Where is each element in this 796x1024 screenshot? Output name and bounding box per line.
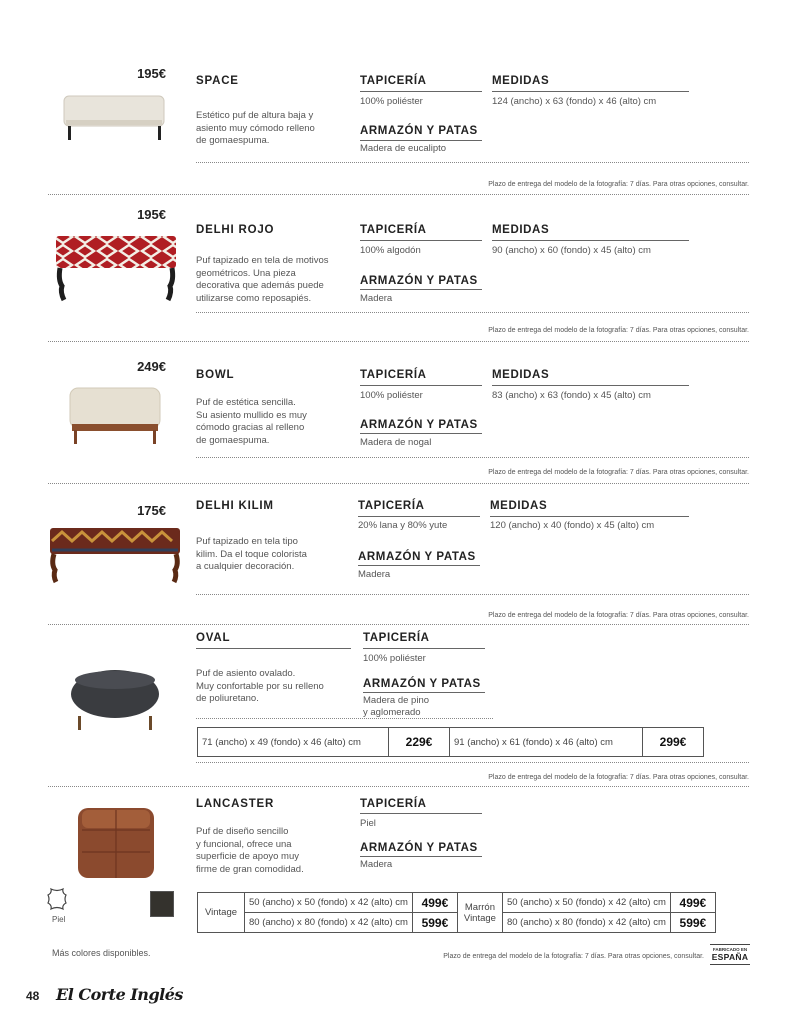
tapiceria-value: Piel: [360, 818, 376, 829]
medidas-value: 90 (ancho) x 60 (fondo) x 45 (alto) cm: [492, 245, 651, 256]
armazon-value: Madera de eucalipto: [360, 143, 447, 154]
color-swatch[interactable]: [150, 891, 174, 917]
armazon-label: ARMAZÓN Y PATAS: [360, 275, 478, 287]
product-image-bowl: [66, 384, 164, 448]
medidas-value: 124 (ancho) x 63 (fondo) x 46 (alto) cm: [492, 96, 657, 107]
medidas-value: 120 (ancho) x 40 (fondo) x 45 (alto) cm: [490, 520, 655, 531]
product-name-delhi-rojo: DELHI ROJO: [196, 224, 275, 236]
armazon-value: Madera: [360, 859, 393, 870]
armazon-label: ARMAZÓN Y PATAS: [363, 678, 481, 690]
price-delhi-rojo: 195€: [137, 207, 166, 222]
product-image-oval: [66, 666, 164, 736]
product-name-space: SPACE: [196, 75, 239, 87]
medidas-label: MEDIDAS: [492, 369, 550, 381]
armazon-value: Madera de pino y aglomerado: [363, 695, 430, 718]
brand-logo: El Corte Inglés: [56, 985, 183, 1004]
lancaster-price-table: [197, 892, 716, 933]
tapiceria-value: 100% algodón: [360, 245, 421, 256]
armazon-value: Madera: [358, 569, 391, 580]
medidas-label: MEDIDAS: [490, 500, 548, 512]
product-image-delhi-rojo: [52, 230, 180, 302]
variant-dim: 80 (ancho) x 80 (fondo) x 42 (alto) cm: [245, 913, 413, 933]
price-bowl: 249€: [137, 359, 166, 374]
medidas-value: 83 (ancho) x 63 (fondo) x 45 (alto) cm: [492, 390, 651, 401]
tapiceria-label: TAPICERÍA: [360, 369, 427, 381]
variant-price: 599€: [670, 913, 715, 933]
leather-hide-icon: [44, 886, 70, 912]
tapiceria-label: TAPICERÍA: [360, 75, 427, 87]
plazo-note: Plazo de entrega del modelo de la fotografía: 7 días. Para otras opciones, consultar.: [488, 181, 749, 188]
product-name-delhi-kilim: DELHI KILIM: [196, 500, 274, 512]
product-desc-space: Estético puf de altura baja y asiento muy cómodo relleno de gomaespuma.: [196, 110, 315, 146]
tapiceria-value: 100% poliéster: [363, 653, 426, 664]
armazon-label: ARMAZÓN Y PATAS: [360, 842, 478, 854]
product-desc-delhi-kilim: Puf tapizado en tela tipo kilim. Da el toque colorista a cualquier decoración.: [196, 536, 307, 572]
size-dim: 91 (ancho) x 61 (fondo) x 46 (alto) cm: [450, 728, 643, 757]
size-price: 299€: [643, 728, 704, 757]
medidas-label: MEDIDAS: [492, 75, 550, 87]
tapiceria-value: 20% lana y 80% yute: [358, 520, 448, 531]
plazo-note: Plazo de entrega del modelo de la fotografía: 7 días. Para otras opciones, consultar.: [488, 774, 749, 781]
plazo-note: Plazo de entrega del modelo de la fotografía: 7 días. Para otras opciones, consultar.: [488, 469, 749, 476]
fabricado-badge: FABRICADO EN ESPAÑA: [710, 944, 750, 965]
armazon-value: Madera de nogal: [360, 437, 432, 448]
product-image-space: [60, 92, 170, 142]
variant-dim: 50 (ancho) x 50 (fondo) x 42 (alto) cm: [245, 893, 413, 913]
product-desc-lancaster: Puf de diseño sencillo y funcional, ofrece una superficie de apoyo muy firme de gran comodidad.: [196, 826, 304, 875]
product-image-lancaster: [72, 800, 162, 882]
variant-dim: 50 (ancho) x 50 (fondo) x 42 (alto) cm: [502, 893, 670, 913]
page-number: 48: [26, 989, 40, 1003]
product-desc-delhi-rojo: Puf tapizado en tela de motivos geométricos. Una pieza decorativa que además puede utilizarse como reposapiés.: [196, 255, 329, 304]
product-image-delhi-kilim: [46, 522, 184, 584]
variant-price: 499€: [412, 893, 457, 913]
tapiceria-label: TAPICERÍA: [360, 224, 427, 236]
price-space: 195€: [137, 66, 166, 81]
plazo-note: Plazo de entrega del modelo de la fotografía: 7 días. Para otras opciones, consultar.: [488, 612, 749, 619]
price-delhi-kilim: 175€: [137, 503, 166, 518]
piel-label: Piel: [52, 915, 66, 924]
armazon-label: ARMAZÓN Y PATAS: [360, 125, 478, 137]
variant-dim: 80 (ancho) x 80 (fondo) x 42 (alto) cm: [502, 913, 670, 933]
tapiceria-label: TAPICERÍA: [363, 632, 430, 644]
product-desc-bowl: Puf de estética sencilla. Su asiento mullido es muy cómodo gracias al relleno de gomaespuma.: [196, 397, 307, 446]
variant-price: 599€: [412, 913, 457, 933]
armazon-label: ARMAZÓN Y PATAS: [360, 419, 478, 431]
size-price: 229€: [389, 728, 450, 757]
product-name-lancaster: LANCASTER: [196, 798, 275, 810]
product-desc-oval: Puf de asiento ovalado. Muy confortable por su relleno de poliuretano.: [196, 668, 324, 704]
tapiceria-value: 100% poliéster: [360, 390, 423, 401]
oval-size-table: [197, 727, 704, 757]
armazon-value: Madera: [360, 293, 393, 304]
tapiceria-label: TAPICERÍA: [360, 798, 427, 810]
plazo-note: Plazo de entrega del modelo de la fotografía: 7 días. Para otras opciones, consultar.: [488, 327, 749, 334]
product-name-bowl: BOWL: [196, 369, 235, 381]
medidas-label: MEDIDAS: [492, 224, 550, 236]
size-dim: 71 (ancho) x 49 (fondo) x 46 (alto) cm: [198, 728, 389, 757]
variant-price: 499€: [670, 893, 715, 913]
product-name-oval: OVAL: [196, 632, 231, 644]
more-colors-note: Más colores disponibles.: [52, 948, 151, 958]
tapiceria-value: 100% poliéster: [360, 96, 423, 107]
variant-label: Vintage: [198, 893, 245, 933]
variant-label: Marrón Vintage: [457, 893, 502, 933]
armazon-label: ARMAZÓN Y PATAS: [358, 551, 476, 563]
plazo-note: Plazo de entrega del modelo de la fotografía: 7 días. Para otras opciones, consultar.: [443, 953, 704, 960]
tapiceria-label: TAPICERÍA: [358, 500, 425, 512]
